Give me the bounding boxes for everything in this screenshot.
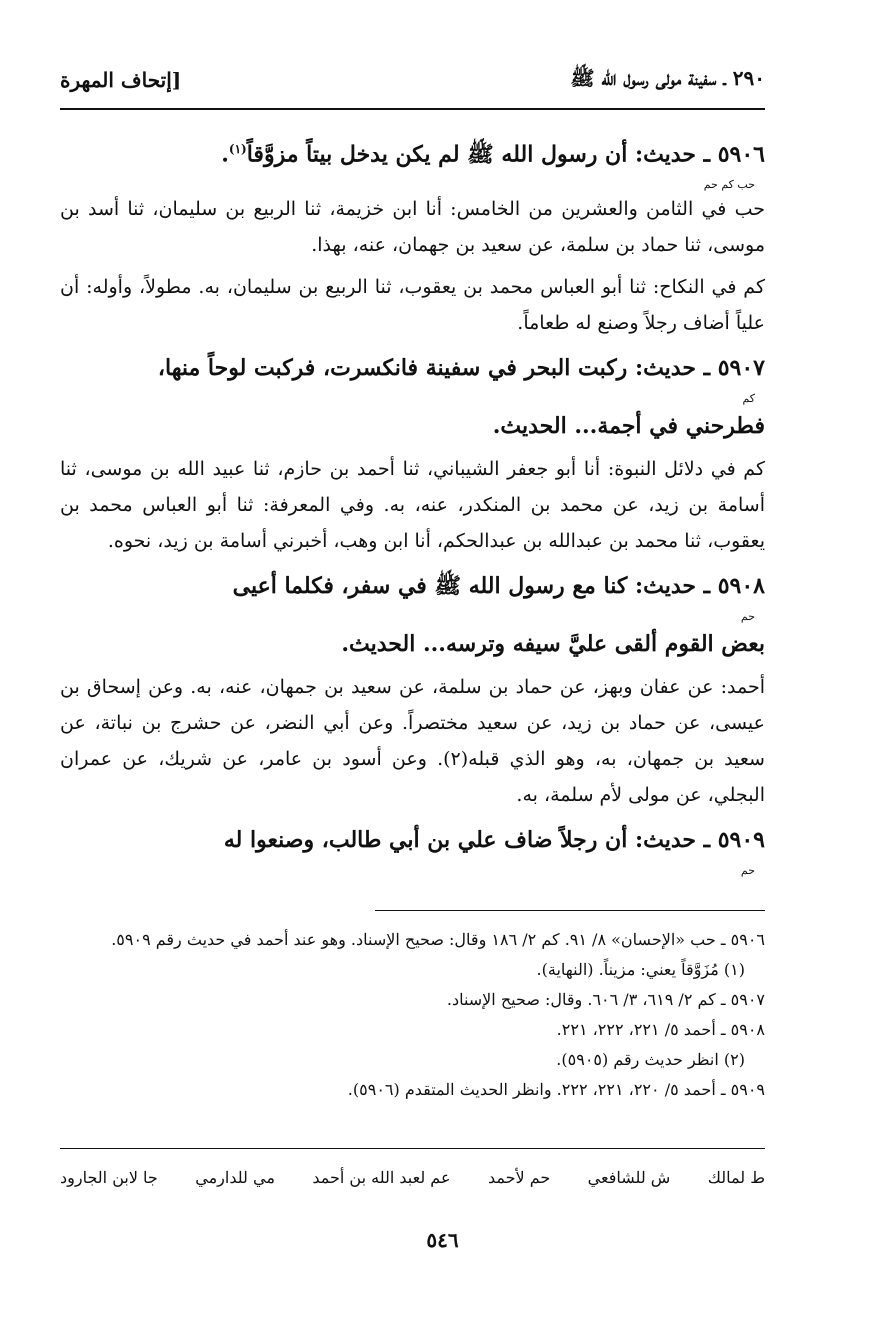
footnote-item: ٥٩٠٨ ـ أحمد ٥/ ٢٢١، ٢٢٢، ٢٢١. bbox=[556, 1020, 765, 1039]
footnote-item: ٥٩٠٧ ـ كم ٢/ ٦١٩، ٣/ ٦٠٦. وقال: صحيح الإسناد. bbox=[446, 990, 765, 1009]
footnote-item: (٢) انظر حديث رقم (٥٩٠٥). bbox=[556, 1050, 745, 1069]
footnote-mark-1[interactable]: (١) bbox=[228, 142, 247, 156]
hadith-5908-heading: ٥٩٠٨ ـ حديث: كنا مع رسول الله ﷺ في سفر، فكلما أعيى bbox=[232, 573, 765, 600]
hadith-5907-heading: ٥٩٠٧ ـ حديث: ركبت البحر في سفينة فانكسرت، فركبت لوحاً منها، bbox=[157, 355, 765, 382]
legend-item: ش للشافعي bbox=[587, 1168, 671, 1187]
legend-rule bbox=[60, 1148, 765, 1149]
legend-item: ط لمالك bbox=[707, 1168, 765, 1187]
footnote-item: ٥٩٠٩ ـ أحمد ٥/ ٢٢٠، ٢٢١، ٢٢٢. وانظر الحديث المتقدم (٥٩٠٦). bbox=[347, 1080, 765, 1099]
hadith-5908-paragraph: أحمد: عن عفان وبهز، عن حماد بن سلمة، عن سعيد بن جمهان، عنه، به. وعن إسحاق بن عيسى، عن حماد بن زيد، عن سعيد مختصراً. وعن أبي النضر، عن حشرج بن نباتة، عن سعيد بن جمهان، به، وهو الذي قبله(٢). وعن أسود بن عامر، عن شريك، عن عمران البجلي، عن مولى لأم سلمة، به. bbox=[60, 676, 765, 807]
source-abbrev-note: حم bbox=[740, 610, 755, 624]
page-number: ٥٤٦ bbox=[426, 1228, 459, 1252]
header-chapter-title: ٢٩٠ ـ سفينة مولى رسول الله ﷺ bbox=[570, 65, 765, 90]
main-text bbox=[60, 128, 765, 877]
source-abbrev-note: كم bbox=[742, 392, 755, 406]
hadith-5906-paragraph: كم في النكاح: ثنا أبو العباس محمد بن يعقوب، ثنا الربيع بن سليمان، به. مطولاً، وأوله: أن علياً أضاف رجلاً وصنع له طعاماً. bbox=[60, 276, 765, 335]
footnotes bbox=[60, 925, 765, 1105]
running-header bbox=[60, 60, 765, 100]
source-abbrev-note: حم bbox=[740, 864, 755, 878]
hadith-5909-heading: ٥٩٠٩ ـ حديث: أن رجلاً ضاف علي بن أبي طالب، وصنعوا له bbox=[223, 827, 765, 854]
hadith-5906-paragraph: حب في الثامن والعشرين من الخامس: أنا ابن خزيمة، ثنا الربيع بن سليمان، ثنا أسد بن موسى، ثنا حماد بن سلمة، عن سعيد بن جهمان، عنه، بهذا. bbox=[60, 198, 765, 257]
hadith-5907-paragraph: كم في دلائل النبوة: أنا أبو جعفر الشيباني، ثنا أحمد بن حازم، ثنا عبيد الله بن موسى، ثنا أسامة بن زيد، عن محمد بن المنكدر، عنه، به. وفي المعرفة: ثنا أبو العباس محمد بن يعقوب، ثنا محمد بن عبدالله بن عبدالحكم، أنا ابن وهب، أخبرني أسامة بن زيد، نحوه. bbox=[60, 458, 765, 553]
legend-item: حم لأحمد bbox=[487, 1168, 551, 1187]
header-book-title: [إتحاف المهرة bbox=[60, 68, 182, 92]
source-abbrev-note: حب كم حم bbox=[703, 178, 755, 192]
hadith-5907-heading-cont: فطرحني في أجمة... الحديث. bbox=[492, 413, 765, 440]
footnote-item: (١) مُزَوَّقاً يعني: مزيناً. (النهاية). bbox=[536, 960, 745, 979]
hadith-5906-heading: ٥٩٠٦ ـ حديث: أن رسول الله ﷺ لم يكن يدخل بيتاً مزوَّقاً$^{(١)}$. bbox=[221, 141, 765, 168]
legend-item: مي للدارمي bbox=[195, 1168, 275, 1187]
footnote-rule bbox=[375, 910, 765, 911]
legend-item: عم لعبد الله بن أحمد bbox=[312, 1168, 451, 1187]
legend-item: جا لابن الجارود bbox=[60, 1168, 158, 1187]
header-rule bbox=[60, 108, 765, 110]
hadith-5908-heading-cont: بعض القوم ألقى عليَّ سيفه وترسه... الحديث. bbox=[341, 631, 765, 658]
abbreviation-legend bbox=[60, 1168, 765, 1187]
footnote-item: ٥٩٠٦ ـ حب «الإحسان» ٨/ ٩١. كم ٢/ ١٨٦ وقال: صحيح الإسناد. وهو عند أحمد في حديث رقم ٥٩٠٩. bbox=[111, 930, 765, 949]
